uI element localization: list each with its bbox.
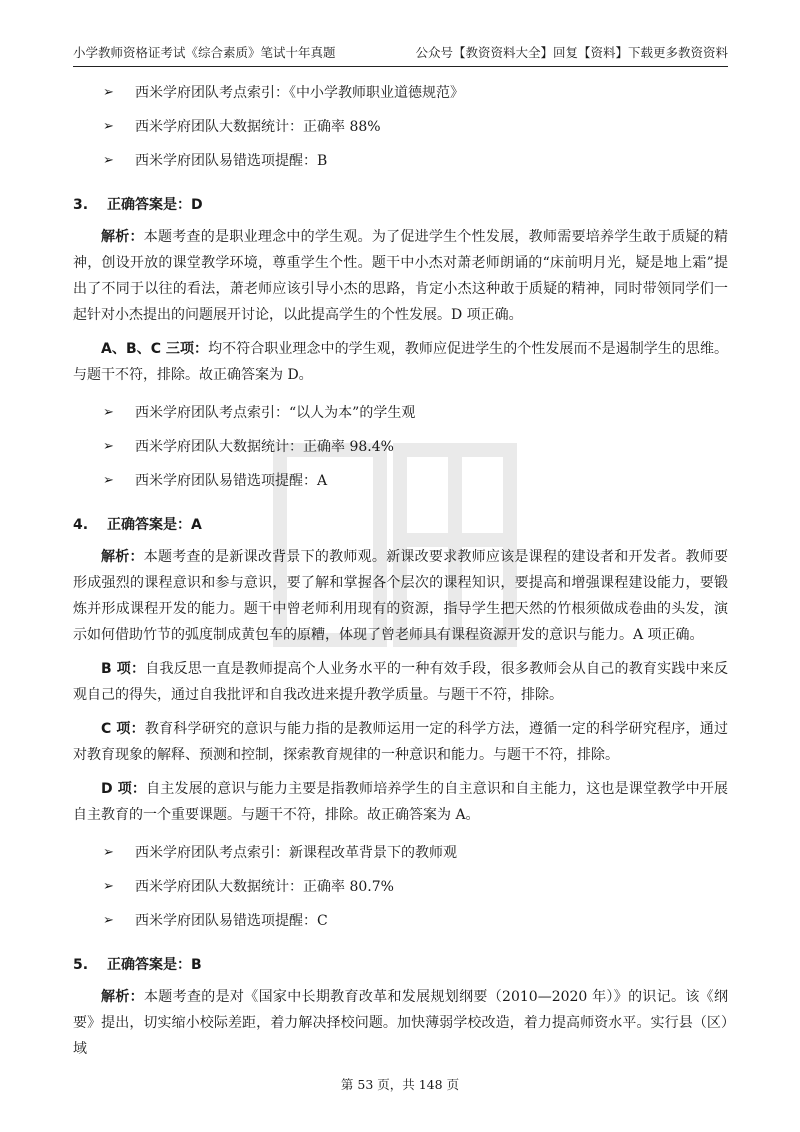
header-title: 小学教师资格证考试《综合素质》笔试十年真题 <box>73 45 336 60</box>
question-number: 4. <box>73 517 89 533</box>
paragraph-text: 本题考查的是对《国家中长期教育改革和发展规划纲要（2010—2020 年）》的识记。该《纲要》提出，切实缩小校际差距，着力解决择校问题。加快薄弱学校改造，着力提高师资水平。实行县（区）域 <box>73 989 729 1057</box>
paragraph-label: C 项： <box>101 721 145 737</box>
bullet-text: 西米学府团队易错选项提醒：A <box>135 473 328 489</box>
bullet-text: 西米学府团队大数据统计：正确率 80.7% <box>135 879 394 895</box>
arrow-bullet-icon: ➢ <box>103 473 114 488</box>
arrow-bullet-icon: ➢ <box>103 405 114 420</box>
bullet-text: 西米学府团队考点索引：新课程改革背景下的教师观 <box>135 845 457 861</box>
arrow-bullet-icon: ➢ <box>103 845 114 860</box>
paragraph-label: D 项： <box>101 781 147 797</box>
paragraph-text: 自主发展的意识与能力主要是指教师培养学生的自主意识和自主能力，这也是课堂教学中开展自主教育的一个重要课题。与题干不符，排除。故正确答案为 A。 <box>73 781 728 823</box>
explanation-paragraph <box>73 984 728 1062</box>
arrow-bullet-icon: ➢ <box>103 879 114 894</box>
paragraph-label: A、B、C 三项： <box>101 341 209 357</box>
bullet-item <box>73 144 728 178</box>
arrow-bullet-icon: ➢ <box>103 439 114 454</box>
answer-label: 正确答案是：D <box>107 197 203 213</box>
bullet-text: 西米学府团队易错选项提醒：B <box>135 153 328 169</box>
bullet-item <box>73 904 728 938</box>
bullet-item <box>73 396 728 430</box>
page-content <box>73 76 728 1070</box>
question-list <box>73 186 728 1062</box>
bullet-text: 西米学府团队易错选项提醒：C <box>135 913 328 929</box>
paragraph-label: 解析： <box>101 989 144 1005</box>
arrow-bullet-icon: ➢ <box>103 153 114 168</box>
question-number: 5. <box>73 957 89 973</box>
answer-label: 正确答案是：B <box>107 957 202 973</box>
paragraph-text: 教育科学研究的意识与能力指的是教师运用一定的科学方法，遵循一定的科学研究程序，通过对教育现象的解释、预测和控制，探索教育规律的一种意识和能力。与题干不符，排除。 <box>73 721 728 763</box>
arrow-bullet-icon: ➢ <box>103 913 114 928</box>
page-header <box>73 40 728 67</box>
explanation-paragraph <box>73 656 728 708</box>
page-footer: 第 53 页，共 148 页 <box>340 1077 460 1092</box>
explanation-paragraph <box>73 544 728 648</box>
bullet-text: 西米学府团队考点索引：“以人为本”的学生观 <box>135 405 416 421</box>
bullet-item <box>73 430 728 464</box>
paragraph-label: 解析： <box>101 229 144 245</box>
paragraph-text: 本题考查的是新课改背景下的教师观。新课改要求教师应该是课程的建设者和开发者。教师要形成强烈的课程意识和参与意识，要了解和掌握各个层次的课程知识，要提高和增强课程建设能力，要锻炼并形成课程开发的能力。题干中曾老师利用现有的资源，指导学生把天然的竹根须做成卷曲的头发，演示如何借助竹节的弧度制成黄包车的原糟，体现了曾老师具有课程资源开发的意识与能力。A 项正确。 <box>73 549 729 643</box>
explanation-paragraph <box>73 336 728 388</box>
intro-bullets <box>73 76 728 178</box>
answer-heading <box>73 506 728 544</box>
paragraph-text: 本题考查的是职业理念中的学生观。为了促进学生个性发展，教师需要培养学生敢于质疑的精神，创设开放的课堂教学环境，尊重学生个性。题干中小杰对萧老师朗诵的“床前明月光，疑是地上霜”提出了不同于以往的看法，萧老师应该引导小杰的思路，肯定小杰这种敢于质疑的精神，同时带领同学们一起针对小杰提出的问题展开讨论，以此提高学生的个性发展。D 项正确。 <box>73 229 729 323</box>
explanation-paragraph <box>73 776 728 828</box>
header-promo: 公众号【教资资料大全】回复【资料】下载更多教资资料 <box>415 45 728 60</box>
bullet-item <box>73 870 728 904</box>
bullet-item <box>73 464 728 498</box>
bullet-item <box>73 836 728 870</box>
answer-heading <box>73 186 728 224</box>
arrow-bullet-icon: ➢ <box>103 85 114 100</box>
explanation-paragraph <box>73 224 728 328</box>
paragraph-text: 均不符合职业理念中的学生观，教师应促进学生的个性发展而不是遏制学生的思维。与题干不符，排除。故正确答案为 D。 <box>73 341 729 383</box>
answer-label: 正确答案是：A <box>107 517 202 533</box>
bullet-item <box>73 110 728 144</box>
question-number: 3. <box>73 197 89 213</box>
bullet-text: 西米学府团队大数据统计：正确率 88% <box>135 119 381 135</box>
bullet-item <box>73 76 728 110</box>
explanation-paragraph <box>73 716 728 768</box>
bullet-text: 西米学府团队考点索引：《中小学教师职业道德规范》 <box>135 85 464 101</box>
paragraph-label: B 项： <box>101 661 146 677</box>
paragraph-text: 自我反思一直是教师提高个人业务水平的一种有效手段，很多教师会从自己的教育实践中来反观自己的得失，通过自我批评和自我改进来提升教学质量。与题干不符，排除。 <box>73 661 729 703</box>
paragraph-label: 解析： <box>101 549 144 565</box>
bullet-text: 西米学府团队大数据统计：正确率 98.4% <box>135 439 394 455</box>
arrow-bullet-icon: ➢ <box>103 119 114 134</box>
answer-heading <box>73 946 728 984</box>
